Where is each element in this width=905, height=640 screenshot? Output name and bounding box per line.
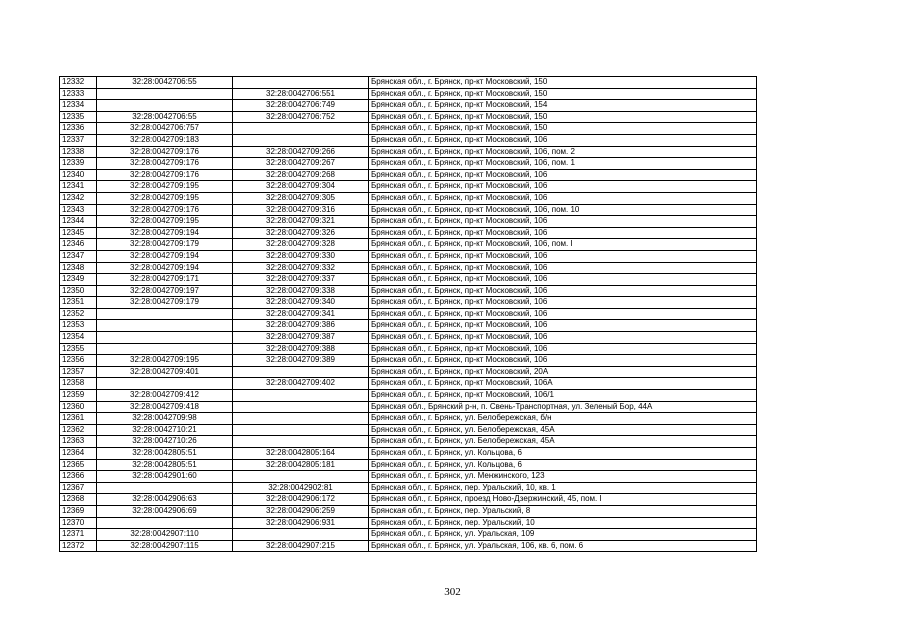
cadastral-number-cell: 32:28:0042709:412: [97, 390, 233, 402]
object-cadastral-number-cell: 32:28:0042709:268: [233, 169, 369, 181]
table-row: [60, 401, 757, 413]
table-row: [60, 494, 757, 506]
object-cadastral-number-cell: 32:28:0042709:321: [233, 216, 369, 228]
object-cadastral-number-cell: [233, 471, 369, 483]
object-cadastral-number-cell: [233, 529, 369, 541]
address-cell: Брянская обл., г. Брянск, ул. Уральская, 106, кв. 6, пом. 6: [369, 540, 757, 552]
cadastral-number-cell: 32:28:0042709:195: [97, 192, 233, 204]
row-number-cell: 12332: [60, 77, 97, 89]
table-row: [60, 436, 757, 448]
cadastral-number-cell: 32:28:0042706:757: [97, 123, 233, 135]
row-number-cell: 12340: [60, 169, 97, 181]
address-cell: Брянская обл., г. Брянск, пер. Уральский, 10: [369, 517, 757, 529]
table-row: [60, 459, 757, 471]
row-number-cell: 12341: [60, 181, 97, 193]
row-number-cell: 12337: [60, 134, 97, 146]
row-number-cell: 12363: [60, 436, 97, 448]
address-cell: Брянская обл., г. Брянск, ул. Уральская, 109: [369, 529, 757, 541]
table-row: [60, 471, 757, 483]
table-row: [60, 77, 757, 89]
table-row: [60, 285, 757, 297]
address-cell: Брянская обл., г. Брянск, проезд Ново-Дзержинский, 45, пом. I: [369, 494, 757, 506]
cadastral-number-cell: 32:28:0042709:176: [97, 169, 233, 181]
address-cell: Брянская обл., г. Брянск, пр-кт Московский, 106: [369, 320, 757, 332]
row-number-cell: 12358: [60, 378, 97, 390]
cadastral-number-cell: 32:28:0042906:69: [97, 505, 233, 517]
address-cell: Брянская обл., г. Брянск, пр-кт Московский, 106/1: [369, 390, 757, 402]
row-number-cell: 12346: [60, 239, 97, 251]
row-number-cell: 12367: [60, 482, 97, 494]
table-row: [60, 146, 757, 158]
cadastral-number-cell: 32:28:0042709:179: [97, 297, 233, 309]
table-row: [60, 413, 757, 425]
cadastral-number-cell: 32:28:0042709:179: [97, 239, 233, 251]
cadastral-number-cell: 32:28:0042709:401: [97, 366, 233, 378]
table-row: [60, 100, 757, 112]
address-cell: Брянская обл., г. Брянск, пр-кт Московский, 106, пом. 10: [369, 204, 757, 216]
row-number-cell: 12339: [60, 158, 97, 170]
row-number-cell: 12344: [60, 216, 97, 228]
row-number-cell: 12338: [60, 146, 97, 158]
row-number-cell: 12353: [60, 320, 97, 332]
address-cell: Брянская обл., г. Брянск, пр-кт Московский, 106: [369, 181, 757, 193]
row-number-cell: 12360: [60, 401, 97, 413]
address-cell: Брянская обл., г. Брянск, пр-кт Московский, 106: [369, 262, 757, 274]
cadastral-number-cell: 32:28:0042709:194: [97, 227, 233, 239]
table-row: [60, 111, 757, 123]
object-cadastral-number-cell: 32:28:0042906:259: [233, 505, 369, 517]
table-row: [60, 297, 757, 309]
row-number-cell: 12368: [60, 494, 97, 506]
table-row: [60, 274, 757, 286]
object-cadastral-number-cell: [233, 436, 369, 448]
table-row: [60, 123, 757, 135]
row-number-cell: 12356: [60, 355, 97, 367]
object-cadastral-number-cell: 32:28:0042906:931: [233, 517, 369, 529]
address-cell: Брянская обл., г. Брянск, пр-кт Московский, 106, пом. 1: [369, 158, 757, 170]
table-row: [60, 308, 757, 320]
table-row: [60, 482, 757, 494]
object-cadastral-number-cell: 32:28:0042906:172: [233, 494, 369, 506]
cadastral-number-cell: 32:28:0042709:194: [97, 262, 233, 274]
cadastral-number-cell: 32:28:0042709:176: [97, 146, 233, 158]
object-cadastral-number-cell: 32:28:0042902:81: [233, 482, 369, 494]
cadastral-number-cell: 32:28:0042907:115: [97, 540, 233, 552]
table-row: [60, 134, 757, 146]
table-body: [60, 77, 757, 552]
row-number-cell: 12343: [60, 204, 97, 216]
cadastral-number-cell: 32:28:0042805:51: [97, 459, 233, 471]
object-cadastral-number-cell: 32:28:0042709:387: [233, 332, 369, 344]
row-number-cell: 12349: [60, 274, 97, 286]
object-cadastral-number-cell: 32:28:0042709:389: [233, 355, 369, 367]
address-cell: Брянская обл., г. Брянск, пр-кт Московский, 154: [369, 100, 757, 112]
cadastral-number-cell: 32:28:0042805:51: [97, 448, 233, 460]
object-cadastral-number-cell: [233, 366, 369, 378]
table-row: [60, 366, 757, 378]
table-row: [60, 529, 757, 541]
cadastral-number-cell: 32:28:0042709:197: [97, 285, 233, 297]
data-table: [59, 76, 757, 552]
row-number-cell: 12372: [60, 540, 97, 552]
cadastral-number-cell: 32:28:0042901:60: [97, 471, 233, 483]
row-number-cell: 12348: [60, 262, 97, 274]
object-cadastral-number-cell: 32:28:0042706:551: [233, 88, 369, 100]
table-row: [60, 355, 757, 367]
row-number-cell: 12362: [60, 424, 97, 436]
address-cell: Брянская обл., г. Брянск, ул. Белобережская, 45А: [369, 424, 757, 436]
cadastral-number-cell: 32:28:0042710:21: [97, 424, 233, 436]
object-cadastral-number-cell: [233, 390, 369, 402]
table-row: [60, 378, 757, 390]
table-row: [60, 227, 757, 239]
row-number-cell: 12334: [60, 100, 97, 112]
table-row: [60, 239, 757, 251]
row-number-cell: 12361: [60, 413, 97, 425]
object-cadastral-number-cell: 32:28:0042709:305: [233, 192, 369, 204]
address-cell: Брянская обл., г. Брянск, пр-кт Московский, 20А: [369, 366, 757, 378]
address-cell: Брянская обл., г. Брянск, пр-кт Московский, 150: [369, 88, 757, 100]
table-row: [60, 204, 757, 216]
address-cell: Брянская обл., г. Брянск, пер. Уральский, 10, кв. 1: [369, 482, 757, 494]
table-row: [60, 332, 757, 344]
table-row: [60, 505, 757, 517]
object-cadastral-number-cell: [233, 123, 369, 135]
row-number-cell: 12355: [60, 343, 97, 355]
row-number-cell: 12364: [60, 448, 97, 460]
cadastral-number-cell: [97, 343, 233, 355]
object-cadastral-number-cell: [233, 134, 369, 146]
address-cell: Брянская обл., г. Брянск, ул. Кольцова, 6: [369, 448, 757, 460]
address-cell: Брянская обл., г. Брянск, пр-кт Московский, 106, пом. 2: [369, 146, 757, 158]
cadastral-number-cell: 32:28:0042706:55: [97, 77, 233, 89]
cadastral-number-cell: [97, 320, 233, 332]
address-cell: Брянская обл., г. Брянск, пр-кт Московский, 150: [369, 111, 757, 123]
cadastral-number-cell: 32:28:0042709:183: [97, 134, 233, 146]
cadastral-number-cell: [97, 378, 233, 390]
table-row: [60, 262, 757, 274]
row-number-cell: 12366: [60, 471, 97, 483]
address-cell: Брянская обл., г. Брянск, пр-кт Московский, 150: [369, 123, 757, 135]
object-cadastral-number-cell: 32:28:0042709:304: [233, 181, 369, 193]
address-cell: Брянская обл., г. Брянск, пр-кт Московский, 106: [369, 250, 757, 262]
object-cadastral-number-cell: [233, 401, 369, 413]
address-cell: Брянская обл., г. Брянск, пр-кт Московский, 106: [369, 227, 757, 239]
address-cell: Брянская обл., г. Брянск, пр-кт Московский, 106: [369, 216, 757, 228]
cadastral-number-cell: 32:28:0042709:98: [97, 413, 233, 425]
page-number: 302: [444, 586, 461, 598]
row-number-cell: 12354: [60, 332, 97, 344]
table-row: [60, 192, 757, 204]
cadastral-number-cell: 32:28:0042709:194: [97, 250, 233, 262]
table-row: [60, 424, 757, 436]
address-cell: Брянская обл., г. Брянск, пр-кт Московский, 150: [369, 77, 757, 89]
object-cadastral-number-cell: 32:28:0042709:388: [233, 343, 369, 355]
cadastral-number-cell: 32:28:0042907:110: [97, 529, 233, 541]
address-cell: Брянская обл., г. Брянск, пр-кт Московский, 106: [369, 192, 757, 204]
cadastral-number-cell: 32:28:0042906:63: [97, 494, 233, 506]
table-row: [60, 448, 757, 460]
object-cadastral-number-cell: 32:28:0042706:752: [233, 111, 369, 123]
object-cadastral-number-cell: 32:28:0042709:386: [233, 320, 369, 332]
object-cadastral-number-cell: [233, 424, 369, 436]
row-number-cell: 12335: [60, 111, 97, 123]
address-cell: Брянская обл., г. Брянск, пр-кт Московский, 106: [369, 274, 757, 286]
address-cell: Брянская обл., Брянский р-н, п. Свень-Транспортная, ул. Зеленый Бор, 44А: [369, 401, 757, 413]
table-row: [60, 216, 757, 228]
cadastral-number-cell: 32:28:0042706:55: [97, 111, 233, 123]
object-cadastral-number-cell: 32:28:0042805:181: [233, 459, 369, 471]
row-number-cell: 12336: [60, 123, 97, 135]
row-number-cell: 12351: [60, 297, 97, 309]
cadastral-number-cell: 32:28:0042709:195: [97, 216, 233, 228]
cadastral-number-cell: [97, 482, 233, 494]
table-row: [60, 169, 757, 181]
object-cadastral-number-cell: 32:28:0042907:215: [233, 540, 369, 552]
cadastral-number-cell: [97, 100, 233, 112]
address-cell: Брянская обл., г. Брянск, пр-кт Московский, 106: [369, 134, 757, 146]
address-cell: Брянская обл., г. Брянск, ул. Менжинского, 123: [369, 471, 757, 483]
address-cell: Брянская обл., г. Брянск, пр-кт Московский, 106: [369, 355, 757, 367]
cadastral-number-cell: 32:28:0042709:176: [97, 158, 233, 170]
row-number-cell: 12357: [60, 366, 97, 378]
row-number-cell: 12350: [60, 285, 97, 297]
cadastral-number-cell: [97, 88, 233, 100]
object-cadastral-number-cell: 32:28:0042709:326: [233, 227, 369, 239]
table-row: [60, 540, 757, 552]
cadastral-number-cell: 32:28:0042709:195: [97, 355, 233, 367]
address-cell: Брянская обл., г. Брянск, пр-кт Московский, 106: [369, 297, 757, 309]
address-cell: Брянская обл., г. Брянск, пр-кт Московский, 106, пом. I: [369, 239, 757, 251]
row-number-cell: 12352: [60, 308, 97, 320]
address-cell: Брянская обл., г. Брянск, ул. Белобережская, 45А: [369, 436, 757, 448]
row-number-cell: 12371: [60, 529, 97, 541]
table-row: [60, 517, 757, 529]
object-cadastral-number-cell: 32:28:0042709:332: [233, 262, 369, 274]
table-row: [60, 343, 757, 355]
cadastral-number-cell: 32:28:0042709:176: [97, 204, 233, 216]
object-cadastral-number-cell: 32:28:0042709:266: [233, 146, 369, 158]
row-number-cell: 12369: [60, 505, 97, 517]
address-cell: Брянская обл., г. Брянск, пр-кт Московский, 106А: [369, 378, 757, 390]
cadastral-number-cell: 32:28:0042709:195: [97, 181, 233, 193]
object-cadastral-number-cell: 32:28:0042805:164: [233, 448, 369, 460]
row-number-cell: 12333: [60, 88, 97, 100]
table-row: [60, 250, 757, 262]
address-cell: Брянская обл., г. Брянск, пер. Уральский, 8: [369, 505, 757, 517]
object-cadastral-number-cell: 32:28:0042709:316: [233, 204, 369, 216]
object-cadastral-number-cell: 32:28:0042709:341: [233, 308, 369, 320]
table-row: [60, 158, 757, 170]
row-number-cell: 12345: [60, 227, 97, 239]
cadastral-number-cell: [97, 517, 233, 529]
address-cell: Брянская обл., г. Брянск, пр-кт Московский, 106: [369, 343, 757, 355]
row-number-cell: 12365: [60, 459, 97, 471]
object-cadastral-number-cell: [233, 413, 369, 425]
cadastral-number-cell: [97, 308, 233, 320]
row-number-cell: 12342: [60, 192, 97, 204]
object-cadastral-number-cell: 32:28:0042706:749: [233, 100, 369, 112]
cadastral-number-cell: 32:28:0042710:26: [97, 436, 233, 448]
address-cell: Брянская обл., г. Брянск, ул. Белобережская, б/н: [369, 413, 757, 425]
table-row: [60, 390, 757, 402]
object-cadastral-number-cell: 32:28:0042709:330: [233, 250, 369, 262]
cadastral-number-cell: 32:28:0042709:418: [97, 401, 233, 413]
row-number-cell: 12370: [60, 517, 97, 529]
address-cell: Брянская обл., г. Брянск, пр-кт Московский, 106: [369, 332, 757, 344]
cadastral-number-cell: 32:28:0042709:171: [97, 274, 233, 286]
table-row: [60, 181, 757, 193]
row-number-cell: 12359: [60, 390, 97, 402]
address-cell: Брянская обл., г. Брянск, ул. Кольцова, 6: [369, 459, 757, 471]
object-cadastral-number-cell: 32:28:0042709:340: [233, 297, 369, 309]
object-cadastral-number-cell: 32:28:0042709:337: [233, 274, 369, 286]
cadastral-number-cell: [97, 332, 233, 344]
row-number-cell: 12347: [60, 250, 97, 262]
object-cadastral-number-cell: 32:28:0042709:402: [233, 378, 369, 390]
object-cadastral-number-cell: 32:28:0042709:328: [233, 239, 369, 251]
object-cadastral-number-cell: [233, 77, 369, 89]
object-cadastral-number-cell: 32:28:0042709:338: [233, 285, 369, 297]
table-row: [60, 320, 757, 332]
object-cadastral-number-cell: 32:28:0042709:267: [233, 158, 369, 170]
address-cell: Брянская обл., г. Брянск, пр-кт Московский, 106: [369, 169, 757, 181]
table-row: [60, 88, 757, 100]
address-cell: Брянская обл., г. Брянск, пр-кт Московский, 106: [369, 285, 757, 297]
address-cell: Брянская обл., г. Брянск, пр-кт Московский, 106: [369, 308, 757, 320]
